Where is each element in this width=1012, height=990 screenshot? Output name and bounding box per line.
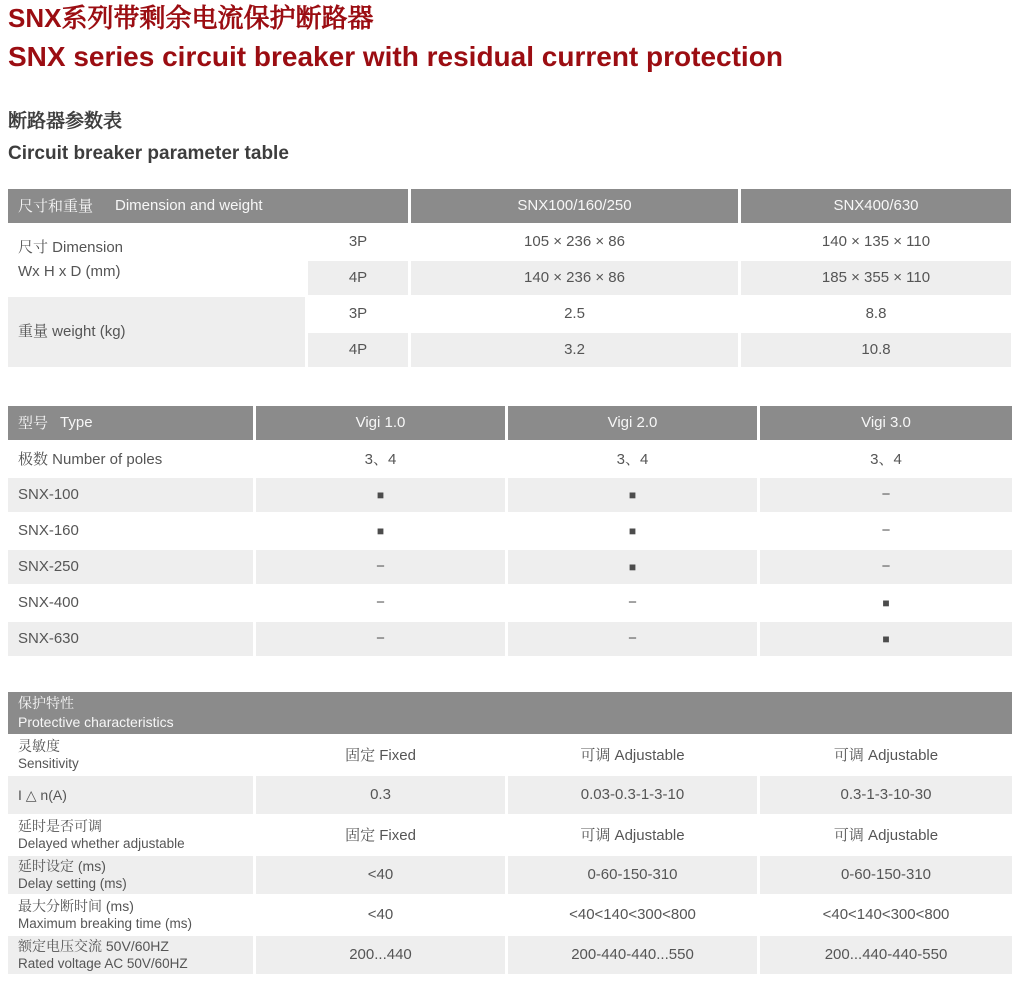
delay-setting-vigi2: 0-60-150-310 <box>508 856 757 894</box>
breaking-time-vigi3: <40<140<300<800 <box>760 896 1012 934</box>
weight-3p-pole: 3P <box>308 297 408 331</box>
page-title-en: SNX series circuit breaker with residual current protection <box>8 40 783 72</box>
dim-table-header-snx400: SNX400/630 <box>741 189 1011 223</box>
snx250-row-label: SNX-250 <box>8 550 253 584</box>
dimension-group-label <box>8 225 305 295</box>
sensitivity-label-cn: 灵敏度 <box>18 737 60 754</box>
snx630-row-label: SNX-630 <box>8 622 253 656</box>
protection-header-cn: 保护特性 <box>18 694 74 711</box>
dim-table-header-en: Dimension and weight <box>115 197 263 215</box>
dimension-3p-snx400: 140 × 135 × 110 <box>741 225 1011 259</box>
weight-4p-snx400: 10.8 <box>741 333 1011 367</box>
type-header-en: Type <box>60 414 93 432</box>
snx250-vigi2: ■ <box>508 550 757 584</box>
idn-vigi2: 0.03-0.3-1-3-10 <box>508 776 757 814</box>
rated-voltage-label-en: Rated voltage AC 50V/60HZ <box>18 955 188 971</box>
rated-voltage-vigi3: 200...440-440-550 <box>760 936 1012 974</box>
delay-setting-vigi3: 0-60-150-310 <box>760 856 1012 894</box>
type-header-cn: 型号 <box>18 415 49 433</box>
snx100-row-label: SNX-100 <box>8 478 253 512</box>
sensitivity-vigi3: 可调 Adjustable <box>760 736 1012 774</box>
poles-vigi3: 3、4 <box>760 442 1012 476</box>
snx160-vigi2: ■ <box>508 514 757 548</box>
type-table <box>8 406 1012 656</box>
dimension-3p-pole: 3P <box>308 225 408 259</box>
snx160-row-label: SNX-160 <box>8 514 253 548</box>
snx400-row-label: SNX-400 <box>8 586 253 620</box>
page-title-cn: SNX系列带剩余电流保护断路器 <box>8 3 374 33</box>
datasheet-page <box>0 4 1012 990</box>
idn-vigi1: 0.3 <box>256 776 505 814</box>
protection-header-en: Protective characteristics <box>18 713 174 730</box>
dim-table-header-cn: 尺寸和重量 <box>18 198 94 216</box>
sensitivity-row-label <box>8 736 253 774</box>
delay-setting-vigi1: <40 <box>256 856 505 894</box>
type-header-vigi2: Vigi 2.0 <box>508 406 757 440</box>
type-table-header-label <box>8 406 253 440</box>
delay-setting-label-cn: 延时设定 (ms) <box>18 857 106 874</box>
type-header-vigi3: Vigi 3.0 <box>760 406 1012 440</box>
dimension-4p-snx100: 140 × 236 × 86 <box>411 261 738 295</box>
delay-adjustable-row-label <box>8 816 253 854</box>
delay-adjustable-label-cn: 延时是否可调 <box>18 817 102 834</box>
poles-row-label: 极数 Number of poles <box>8 442 253 476</box>
section-title-en: Circuit breaker parameter table <box>8 142 289 164</box>
rated-voltage-vigi1: 200...440 <box>256 936 505 974</box>
delay-adjustable-label-en: Delayed whether adjustable <box>18 835 185 851</box>
delay-adjustable-vigi1: 固定 Fixed <box>256 816 505 854</box>
weight-4p-snx100: 3.2 <box>411 333 738 367</box>
rated-voltage-label-cn: 额定电压交流 50V/60HZ <box>18 937 169 954</box>
sensitivity-vigi1: 固定 Fixed <box>256 736 505 774</box>
poles-vigi2: 3、4 <box>508 442 757 476</box>
protection-table-header <box>8 692 1012 734</box>
dimension-3p-snx100: 105 × 236 × 86 <box>411 225 738 259</box>
snx100-vigi2: ■ <box>508 478 757 512</box>
weight-4p-pole: 4P <box>308 333 408 367</box>
sensitivity-label-en: Sensitivity <box>18 755 79 771</box>
idn-label-cn: I △ n(A) <box>18 786 67 803</box>
dim-table-header-snx100: SNX100/160/250 <box>411 189 738 223</box>
delay-setting-row-label <box>8 856 253 894</box>
dimension-4p-pole: 4P <box>308 261 408 295</box>
breaking-time-label-cn: 最大分断时间 (ms) <box>18 897 134 914</box>
breaking-time-row-label <box>8 896 253 934</box>
delay-setting-label-en: Delay setting (ms) <box>18 875 127 891</box>
weight-3p-snx100: 2.5 <box>411 297 738 331</box>
section-title-cn: 断路器参数表 <box>8 111 123 133</box>
snx630-vigi3: ■ <box>760 622 1012 656</box>
dimension-label-line2: Wx H x D (mm) <box>18 262 121 280</box>
snx630-vigi1: − <box>256 622 505 656</box>
snx400-vigi3: ■ <box>760 586 1012 620</box>
rated-voltage-row-label <box>8 936 253 974</box>
rated-voltage-vigi2: 200-440-440...550 <box>508 936 757 974</box>
snx250-vigi3: − <box>760 550 1012 584</box>
weight-group-label: 重量 weight (kg) <box>8 297 305 367</box>
snx100-vigi3: − <box>760 478 1012 512</box>
weight-3p-snx400: 8.8 <box>741 297 1011 331</box>
idn-vigi3: 0.3-1-3-10-30 <box>760 776 1012 814</box>
dimension-label-line1: 尺寸 Dimension <box>18 239 124 257</box>
snx630-vigi2: − <box>508 622 757 656</box>
idn-row-label <box>8 776 253 814</box>
snx400-vigi1: − <box>256 586 505 620</box>
breaking-time-vigi2: <40<140<300<800 <box>508 896 757 934</box>
breaking-time-vigi1: <40 <box>256 896 505 934</box>
snx100-vigi1: ■ <box>256 478 505 512</box>
snx160-vigi3: − <box>760 514 1012 548</box>
sensitivity-vigi2: 可调 Adjustable <box>508 736 757 774</box>
poles-vigi1: 3、4 <box>256 442 505 476</box>
breaking-time-label-en: Maximum breaking time (ms) <box>18 915 193 931</box>
dimension-4p-snx400: 185 × 355 × 110 <box>741 261 1011 295</box>
delay-adjustable-vigi2: 可调 Adjustable <box>508 816 757 854</box>
type-header-vigi1: Vigi 1.0 <box>256 406 505 440</box>
dim-table-header-label <box>8 189 408 223</box>
dimension-weight-table <box>8 189 1012 367</box>
delay-adjustable-vigi3: 可调 Adjustable <box>760 816 1012 854</box>
snx250-vigi1: − <box>256 550 505 584</box>
snx400-vigi2: − <box>508 586 757 620</box>
protection-table <box>8 692 1012 974</box>
snx160-vigi1: ■ <box>256 514 505 548</box>
